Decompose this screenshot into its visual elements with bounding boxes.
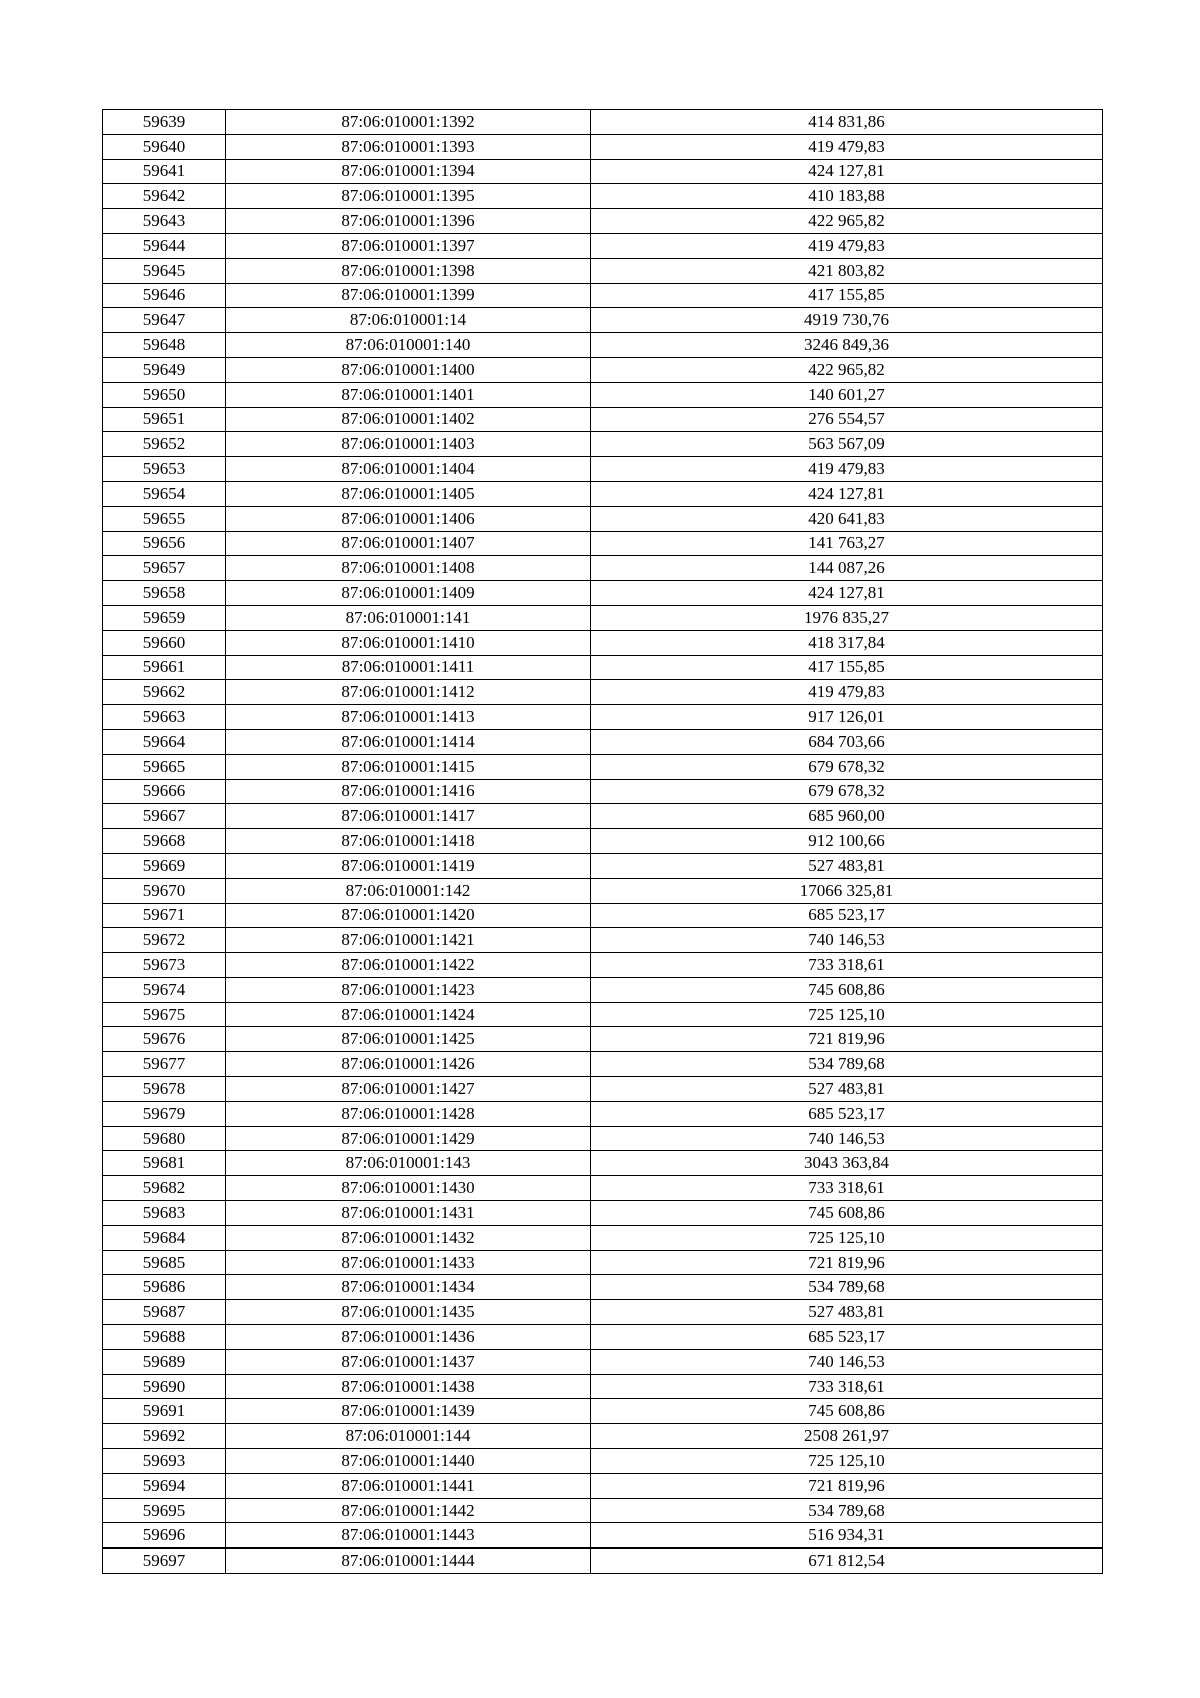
- table-row: [103, 1225, 1103, 1250]
- cadastral-value-cell: 144 087,26: [591, 556, 1103, 581]
- table-row: [103, 233, 1103, 258]
- row-number-cell: 59665: [103, 754, 226, 779]
- cadastral-number-cell: 87:06:010001:143: [226, 1151, 591, 1176]
- cadastral-value-cell: 527 483,81: [591, 853, 1103, 878]
- cadastral-number-cell: 87:06:010001:1406: [226, 506, 591, 531]
- cadastral-number-cell: 87:06:010001:1436: [226, 1325, 591, 1350]
- cadastral-number-cell: 87:06:010001:1398: [226, 258, 591, 283]
- cadastral-number-cell: 87:06:010001:1435: [226, 1300, 591, 1325]
- row-number-cell: 59643: [103, 209, 226, 234]
- cadastral-value-cell: 685 523,17: [591, 1101, 1103, 1126]
- cadastral-number-cell: 87:06:010001:14: [226, 308, 591, 333]
- table-row: [103, 977, 1103, 1002]
- cadastral-number-cell: 87:06:010001:1430: [226, 1176, 591, 1201]
- row-number-cell: 59663: [103, 705, 226, 730]
- table-body: [103, 110, 1103, 1574]
- cadastral-number-cell: 87:06:010001:1396: [226, 209, 591, 234]
- table-row: [103, 481, 1103, 506]
- cadastral-value-cell: 917 126,01: [591, 705, 1103, 730]
- row-number-cell: 59686: [103, 1275, 226, 1300]
- table-row: [103, 1374, 1103, 1399]
- cadastral-number-cell: 87:06:010001:142: [226, 878, 591, 903]
- cadastral-value-cell: 140 601,27: [591, 382, 1103, 407]
- cadastral-value-cell: 424 127,81: [591, 159, 1103, 184]
- row-number-cell: 59692: [103, 1424, 226, 1449]
- row-number-cell: 59669: [103, 853, 226, 878]
- row-number-cell: 59696: [103, 1523, 226, 1548]
- cadastral-value-cell: 745 608,86: [591, 977, 1103, 1002]
- table-row: [103, 1349, 1103, 1374]
- cadastral-value-table: [102, 109, 1103, 1574]
- cadastral-number-cell: 87:06:010001:141: [226, 605, 591, 630]
- row-number-cell: 59666: [103, 779, 226, 804]
- table-row: [103, 110, 1103, 135]
- table-row: [103, 1151, 1103, 1176]
- cadastral-value-cell: 685 523,17: [591, 903, 1103, 928]
- cadastral-value-cell: 721 819,96: [591, 1250, 1103, 1275]
- cadastral-value-cell: 141 763,27: [591, 531, 1103, 556]
- cadastral-value-cell: 745 608,86: [591, 1399, 1103, 1424]
- cadastral-value-cell: 421 803,82: [591, 258, 1103, 283]
- cadastral-number-cell: 87:06:010001:1411: [226, 655, 591, 680]
- row-number-cell: 59661: [103, 655, 226, 680]
- table-row: [103, 1300, 1103, 1325]
- cadastral-value-cell: 725 125,10: [591, 1225, 1103, 1250]
- table-row: [103, 630, 1103, 655]
- row-number-cell: 59668: [103, 829, 226, 854]
- cadastral-value-cell: 725 125,10: [591, 1002, 1103, 1027]
- cadastral-number-cell: 87:06:010001:1429: [226, 1126, 591, 1151]
- cadastral-number-cell: 87:06:010001:1425: [226, 1027, 591, 1052]
- cadastral-number-cell: 87:06:010001:1434: [226, 1275, 591, 1300]
- cadastral-value-cell: 17066 325,81: [591, 878, 1103, 903]
- cadastral-value-cell: 733 318,61: [591, 953, 1103, 978]
- row-number-cell: 59650: [103, 382, 226, 407]
- table-row: [103, 729, 1103, 754]
- table-row: [103, 506, 1103, 531]
- cadastral-number-cell: 87:06:010001:1433: [226, 1250, 591, 1275]
- cadastral-number-cell: 87:06:010001:1401: [226, 382, 591, 407]
- cadastral-value-cell: 420 641,83: [591, 506, 1103, 531]
- row-number-cell: 59682: [103, 1176, 226, 1201]
- table-row: [103, 605, 1103, 630]
- cadastral-value-cell: 679 678,32: [591, 754, 1103, 779]
- cadastral-number-cell: 87:06:010001:1413: [226, 705, 591, 730]
- row-number-cell: 59674: [103, 977, 226, 1002]
- table-row: [103, 1126, 1103, 1151]
- table-row: [103, 1498, 1103, 1523]
- cadastral-value-cell: 740 146,53: [591, 928, 1103, 953]
- row-number-cell: 59660: [103, 630, 226, 655]
- cadastral-value-cell: 419 479,83: [591, 134, 1103, 159]
- table-row: [103, 382, 1103, 407]
- cadastral-value-cell: 912 100,66: [591, 829, 1103, 854]
- row-number-cell: 59646: [103, 283, 226, 308]
- row-number-cell: 59689: [103, 1349, 226, 1374]
- cadastral-number-cell: 87:06:010001:1414: [226, 729, 591, 754]
- cadastral-value-cell: 2508 261,97: [591, 1424, 1103, 1449]
- row-number-cell: 59694: [103, 1473, 226, 1498]
- cadastral-number-cell: 87:06:010001:1407: [226, 531, 591, 556]
- table-row: [103, 804, 1103, 829]
- cadastral-number-cell: 87:06:010001:1416: [226, 779, 591, 804]
- row-number-cell: 59662: [103, 680, 226, 705]
- cadastral-number-cell: 87:06:010001:1415: [226, 754, 591, 779]
- cadastral-value-cell: 534 789,68: [591, 1275, 1103, 1300]
- row-number-cell: 59673: [103, 953, 226, 978]
- table-row: [103, 531, 1103, 556]
- cadastral-value-cell: 3246 849,36: [591, 333, 1103, 358]
- cadastral-value-cell: 516 934,31: [591, 1523, 1103, 1548]
- row-number-cell: 59652: [103, 432, 226, 457]
- cadastral-value-cell: 422 965,82: [591, 357, 1103, 382]
- row-number-cell: 59697: [103, 1548, 226, 1573]
- cadastral-number-cell: 87:06:010001:1424: [226, 1002, 591, 1027]
- table-row: [103, 754, 1103, 779]
- row-number-cell: 59658: [103, 581, 226, 606]
- row-number-cell: 59640: [103, 134, 226, 159]
- table-row: [103, 1523, 1103, 1548]
- table-row: [103, 1473, 1103, 1498]
- cadastral-number-cell: 87:06:010001:1402: [226, 407, 591, 432]
- row-number-cell: 59684: [103, 1225, 226, 1250]
- cadastral-number-cell: 87:06:010001:1404: [226, 457, 591, 482]
- cadastral-number-cell: 87:06:010001:144: [226, 1424, 591, 1449]
- cadastral-number-cell: 87:06:010001:1437: [226, 1349, 591, 1374]
- cadastral-value-cell: 733 318,61: [591, 1374, 1103, 1399]
- cadastral-number-cell: 87:06:010001:1397: [226, 233, 591, 258]
- cadastral-value-cell: 684 703,66: [591, 729, 1103, 754]
- table-row: [103, 1101, 1103, 1126]
- table-row: [103, 308, 1103, 333]
- cadastral-value-cell: 419 479,83: [591, 680, 1103, 705]
- cadastral-number-cell: 87:06:010001:1431: [226, 1201, 591, 1226]
- cadastral-number-cell: 87:06:010001:1439: [226, 1399, 591, 1424]
- row-number-cell: 59656: [103, 531, 226, 556]
- cadastral-value-cell: 733 318,61: [591, 1176, 1103, 1201]
- table-row: [103, 1002, 1103, 1027]
- cadastral-number-cell: 87:06:010001:1432: [226, 1225, 591, 1250]
- cadastral-value-cell: 410 183,88: [591, 184, 1103, 209]
- cadastral-number-cell: 87:06:010001:1392: [226, 110, 591, 135]
- cadastral-number-cell: 87:06:010001:1422: [226, 953, 591, 978]
- table-row: [103, 1176, 1103, 1201]
- table-row: [103, 680, 1103, 705]
- row-number-cell: 59679: [103, 1101, 226, 1126]
- cadastral-value-cell: 721 819,96: [591, 1027, 1103, 1052]
- table-row: [103, 556, 1103, 581]
- row-number-cell: 59648: [103, 333, 226, 358]
- table-row: [103, 407, 1103, 432]
- row-number-cell: 59639: [103, 110, 226, 135]
- cadastral-number-cell: 87:06:010001:1393: [226, 134, 591, 159]
- row-number-cell: 59680: [103, 1126, 226, 1151]
- cadastral-number-cell: 87:06:010001:1442: [226, 1498, 591, 1523]
- cadastral-number-cell: 87:06:010001:1423: [226, 977, 591, 1002]
- row-number-cell: 59688: [103, 1325, 226, 1350]
- row-number-cell: 59670: [103, 878, 226, 903]
- row-number-cell: 59675: [103, 1002, 226, 1027]
- row-number-cell: 59653: [103, 457, 226, 482]
- cadastral-number-cell: 87:06:010001:1418: [226, 829, 591, 854]
- row-number-cell: 59659: [103, 605, 226, 630]
- table-row: [103, 705, 1103, 730]
- table-row: [103, 457, 1103, 482]
- row-number-cell: 59651: [103, 407, 226, 432]
- cadastral-number-cell: 87:06:010001:1419: [226, 853, 591, 878]
- cadastral-number-cell: 87:06:010001:1420: [226, 903, 591, 928]
- row-number-cell: 59681: [103, 1151, 226, 1176]
- row-number-cell: 59683: [103, 1201, 226, 1226]
- cadastral-number-cell: 87:06:010001:1400: [226, 357, 591, 382]
- cadastral-value-cell: 740 146,53: [591, 1126, 1103, 1151]
- table-row: [103, 1250, 1103, 1275]
- row-number-cell: 59695: [103, 1498, 226, 1523]
- cadastral-number-cell: 87:06:010001:1394: [226, 159, 591, 184]
- row-number-cell: 59657: [103, 556, 226, 581]
- table-row: [103, 903, 1103, 928]
- cadastral-number-cell: 87:06:010001:1405: [226, 481, 591, 506]
- row-number-cell: 59677: [103, 1052, 226, 1077]
- table-row: [103, 1424, 1103, 1449]
- cadastral-value-cell: 424 127,81: [591, 581, 1103, 606]
- row-number-cell: 59642: [103, 184, 226, 209]
- cadastral-value-cell: 417 155,85: [591, 283, 1103, 308]
- table-row: [103, 1052, 1103, 1077]
- row-number-cell: 59676: [103, 1027, 226, 1052]
- cadastral-value-cell: 745 608,86: [591, 1201, 1103, 1226]
- row-number-cell: 59691: [103, 1399, 226, 1424]
- cadastral-number-cell: 87:06:010001:1427: [226, 1077, 591, 1102]
- table-row: [103, 134, 1103, 159]
- cadastral-value-cell: 418 317,84: [591, 630, 1103, 655]
- table-row: [103, 878, 1103, 903]
- table-row: [103, 1027, 1103, 1052]
- row-number-cell: 59641: [103, 159, 226, 184]
- row-number-cell: 59644: [103, 233, 226, 258]
- row-number-cell: 59664: [103, 729, 226, 754]
- cadastral-number-cell: 87:06:010001:1412: [226, 680, 591, 705]
- table-row: [103, 357, 1103, 382]
- row-number-cell: 59649: [103, 357, 226, 382]
- cadastral-value-cell: 534 789,68: [591, 1498, 1103, 1523]
- table-row: [103, 1548, 1103, 1573]
- cadastral-number-cell: 87:06:010001:1417: [226, 804, 591, 829]
- cadastral-value-cell: 3043 363,84: [591, 1151, 1103, 1176]
- cadastral-number-cell: 87:06:010001:1426: [226, 1052, 591, 1077]
- row-number-cell: 59655: [103, 506, 226, 531]
- table-row: [103, 432, 1103, 457]
- cadastral-value-cell: 417 155,85: [591, 655, 1103, 680]
- cadastral-value-cell: 419 479,83: [591, 233, 1103, 258]
- table-row: [103, 1275, 1103, 1300]
- cadastral-value-cell: 1976 835,27: [591, 605, 1103, 630]
- cadastral-number-cell: 87:06:010001:1440: [226, 1449, 591, 1474]
- row-number-cell: 59647: [103, 308, 226, 333]
- table-row: [103, 258, 1103, 283]
- table-row: [103, 1325, 1103, 1350]
- cadastral-value-cell: 685 523,17: [591, 1325, 1103, 1350]
- table-row: [103, 953, 1103, 978]
- table-row: [103, 1399, 1103, 1424]
- table-row: [103, 184, 1103, 209]
- cadastral-number-cell: 87:06:010001:1441: [226, 1473, 591, 1498]
- cadastral-value-cell: 527 483,81: [591, 1300, 1103, 1325]
- cadastral-number-cell: 87:06:010001:1428: [226, 1101, 591, 1126]
- cadastral-number-cell: 87:06:010001:140: [226, 333, 591, 358]
- row-number-cell: 59685: [103, 1250, 226, 1275]
- cadastral-value-cell: 679 678,32: [591, 779, 1103, 804]
- cadastral-number-cell: 87:06:010001:1410: [226, 630, 591, 655]
- table-row: [103, 1201, 1103, 1226]
- cadastral-value-cell: 725 125,10: [591, 1449, 1103, 1474]
- table-row: [103, 159, 1103, 184]
- cadastral-number-cell: 87:06:010001:1443: [226, 1523, 591, 1548]
- table-row: [103, 209, 1103, 234]
- table-row: [103, 283, 1103, 308]
- cadastral-number-cell: 87:06:010001:1408: [226, 556, 591, 581]
- row-number-cell: 59687: [103, 1300, 226, 1325]
- cadastral-number-cell: 87:06:010001:1444: [226, 1548, 591, 1573]
- cadastral-number-cell: 87:06:010001:1395: [226, 184, 591, 209]
- cadastral-value-cell: 414 831,86: [591, 110, 1103, 135]
- cadastral-number-cell: 87:06:010001:1438: [226, 1374, 591, 1399]
- row-number-cell: 59667: [103, 804, 226, 829]
- row-number-cell: 59690: [103, 1374, 226, 1399]
- cadastral-value-cell: 276 554,57: [591, 407, 1103, 432]
- cadastral-number-cell: 87:06:010001:1421: [226, 928, 591, 953]
- table-row: [103, 853, 1103, 878]
- cadastral-value-cell: 527 483,81: [591, 1077, 1103, 1102]
- cadastral-value-cell: 419 479,83: [591, 457, 1103, 482]
- cadastral-number-cell: 87:06:010001:1399: [226, 283, 591, 308]
- table-row: [103, 928, 1103, 953]
- table-row: [103, 655, 1103, 680]
- cadastral-value-cell: 685 960,00: [591, 804, 1103, 829]
- cadastral-value-cell: 740 146,53: [591, 1349, 1103, 1374]
- cadastral-value-cell: 422 965,82: [591, 209, 1103, 234]
- cadastral-value-cell: 4919 730,76: [591, 308, 1103, 333]
- cadastral-value-cell: 424 127,81: [591, 481, 1103, 506]
- cadastral-number-cell: 87:06:010001:1409: [226, 581, 591, 606]
- table-row: [103, 581, 1103, 606]
- table-row: [103, 1077, 1103, 1102]
- row-number-cell: 59645: [103, 258, 226, 283]
- row-number-cell: 59671: [103, 903, 226, 928]
- cadastral-value-cell: 721 819,96: [591, 1473, 1103, 1498]
- table-row: [103, 829, 1103, 854]
- cadastral-number-cell: 87:06:010001:1403: [226, 432, 591, 457]
- row-number-cell: 59693: [103, 1449, 226, 1474]
- table-row: [103, 1449, 1103, 1474]
- table-row: [103, 333, 1103, 358]
- table-row: [103, 779, 1103, 804]
- row-number-cell: 59654: [103, 481, 226, 506]
- cadastral-value-cell: 563 567,09: [591, 432, 1103, 457]
- row-number-cell: 59678: [103, 1077, 226, 1102]
- row-number-cell: 59672: [103, 928, 226, 953]
- cadastral-value-cell: 671 812,54: [591, 1548, 1103, 1573]
- cadastral-value-cell: 534 789,68: [591, 1052, 1103, 1077]
